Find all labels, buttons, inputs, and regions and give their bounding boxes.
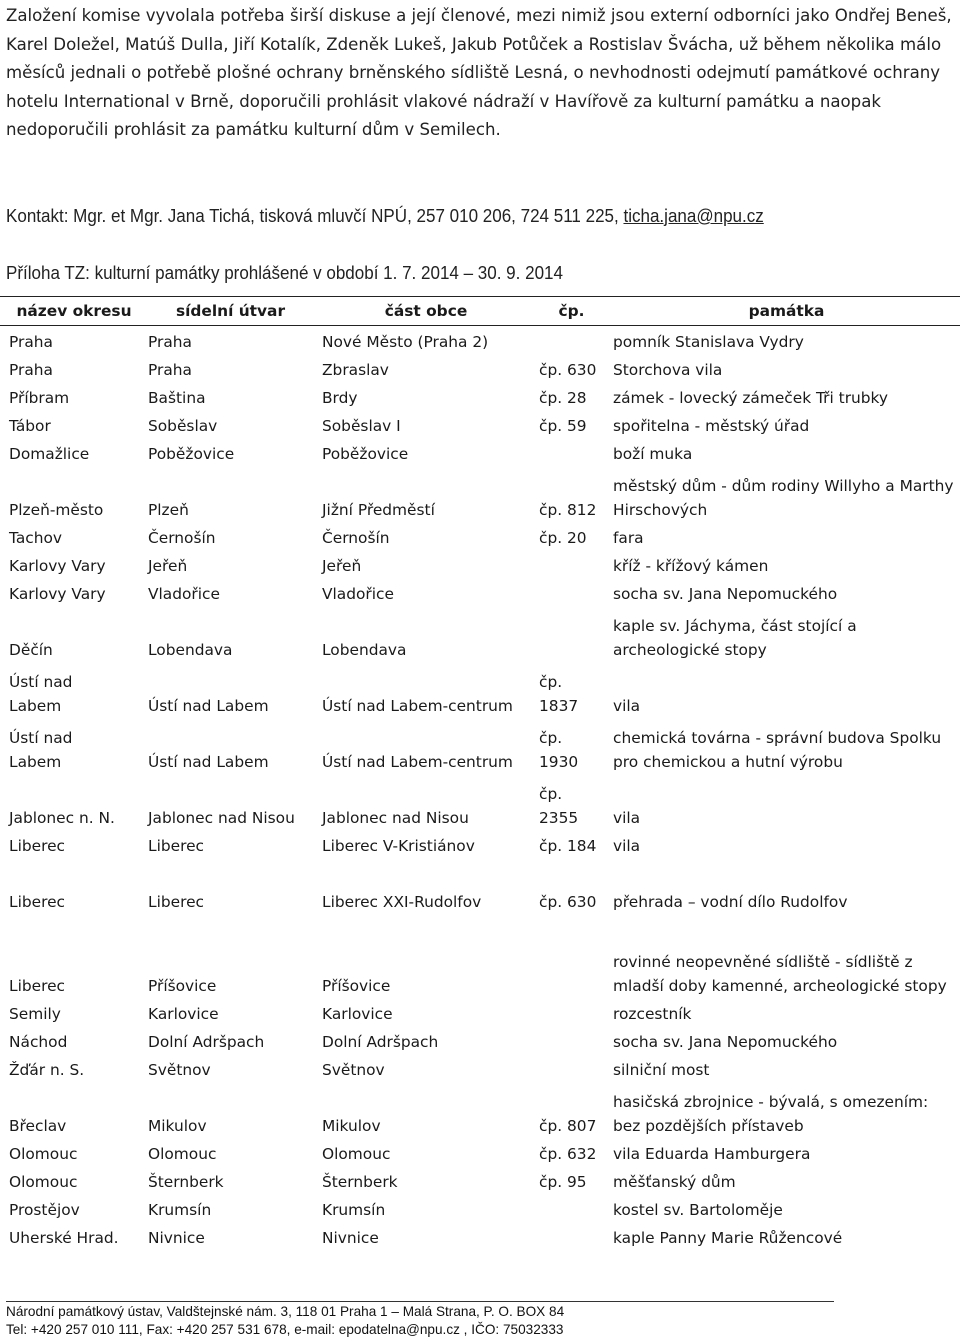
header-cast: část obce bbox=[313, 297, 530, 326]
monuments-table bbox=[0, 296, 960, 1250]
cell-pamatka: fara bbox=[613, 529, 644, 547]
cell-okres: Jablonec n. N. bbox=[9, 809, 115, 827]
cell-okres: Olomouc bbox=[9, 1173, 78, 1191]
cell-utvar: Příšovice bbox=[148, 977, 217, 995]
cell-cp bbox=[530, 1194, 604, 1222]
cell-cast: Jižní Předměstí bbox=[322, 501, 435, 519]
table-row bbox=[0, 1054, 960, 1082]
cell-cast: Krumsín bbox=[322, 1201, 386, 1219]
table-row bbox=[0, 1138, 960, 1166]
table-row bbox=[0, 550, 960, 578]
table-row bbox=[0, 606, 960, 662]
footer-contacts: Tel: +420 257 010 111, Fax: +420 257 531 678, e-mail: epodatelna@npu.cz , IČO: 75032333 bbox=[6, 1322, 564, 1337]
cell-pamatka: boží muka bbox=[613, 445, 693, 463]
footer-divider bbox=[6, 1301, 834, 1302]
table-row bbox=[0, 382, 960, 410]
cell-utvar: Vladořice bbox=[148, 585, 220, 603]
cell-cp: čp. 184 bbox=[539, 837, 597, 855]
cell-okres: Prostějov bbox=[9, 1201, 80, 1219]
cell-cp bbox=[530, 914, 604, 998]
table-row bbox=[0, 578, 960, 606]
cell-cp: čp. 807 bbox=[539, 1117, 597, 1135]
cell-pamatka: Storchova vila bbox=[613, 361, 723, 379]
cell-okres: Ústí nad Labem bbox=[9, 729, 73, 771]
cell-pamatka: kříž - křížový kámen bbox=[613, 557, 769, 575]
cell-okres: Tachov bbox=[9, 529, 63, 547]
cell-utvar: Poběžovice bbox=[148, 445, 235, 463]
cell-okres: Ústí nad Labem bbox=[9, 673, 73, 715]
cell-okres: Příbram bbox=[9, 389, 70, 407]
cell-pamatka: hasičská zbrojnice - bývalá, s omezením: bez pozdějších přístaveb bbox=[613, 1093, 929, 1135]
cell-okres: Domažlice bbox=[9, 445, 90, 463]
table-row bbox=[0, 1082, 960, 1138]
cell-cp: čp. 812 bbox=[539, 501, 597, 519]
cell-cp: čp. 630 bbox=[539, 361, 597, 379]
cell-cast: Jeřeň bbox=[322, 557, 362, 575]
cell-okres: Praha bbox=[9, 333, 53, 351]
cell-utvar: Liberec bbox=[148, 893, 205, 911]
cell-cast: Příšovice bbox=[322, 977, 391, 995]
cell-utvar: Dolní Adršpach bbox=[148, 1033, 265, 1051]
press-contact-email-link[interactable]: ticha.jana@npu.cz bbox=[623, 205, 764, 226]
cell-cp: čp. 2355 bbox=[539, 785, 579, 827]
cell-cp bbox=[530, 998, 604, 1026]
intro-paragraph: Založení komise vyvolala potřeba širší diskuse a její členové, mezi nimiž jsou externí odborníci jako Ondřej Beneš, Karel Doležel, Matúš Dulla, Jiří Kotalík, Zdeněk Lukeš, Jakub Potůček a Rostislav Švácha, už během několika málo měsíců jednali o potřebě plošné ochrany brněnského sídliště Lesná, o nevhodnosti odejmutí památkové ochrany hotelu International v Brně, doporučili prohlásit vlakové nádraží v Havířově za kulturní památku a naopak nedoporučili prohlásit za památku kulturní dům v Semilech. bbox=[6, 6, 952, 139]
cell-cp: čp. 630 bbox=[539, 893, 597, 911]
cell-pamatka: pomník Stanislava Vydry bbox=[613, 333, 804, 351]
cell-pamatka: kostel sv. Bartoloměje bbox=[613, 1201, 783, 1219]
table-row bbox=[0, 1222, 960, 1250]
cell-cp bbox=[530, 326, 604, 355]
cell-okres: Liberec bbox=[9, 837, 66, 855]
cell-pamatka: kaple Panny Marie Růžencové bbox=[613, 1229, 843, 1247]
cell-pamatka: socha sv. Jana Nepomuckého bbox=[613, 1033, 838, 1051]
cell-cast: Jablonec nad Nisou bbox=[322, 809, 469, 827]
cell-utvar: Ústí nad Labem bbox=[148, 753, 269, 771]
cell-utvar: Mikulov bbox=[148, 1117, 207, 1135]
header-utvar: sídelní útvar bbox=[139, 297, 313, 326]
header-pamatka: památka bbox=[604, 297, 960, 326]
table-row bbox=[0, 858, 960, 914]
cell-cp bbox=[530, 438, 604, 466]
cell-cp: čp. 1930 bbox=[539, 729, 579, 771]
cell-pamatka: chemická továrna - správní budova Spolku pro chemickou a hutní výrobu bbox=[613, 729, 942, 771]
cell-okres: Děčín bbox=[9, 641, 53, 659]
table-row bbox=[0, 438, 960, 466]
cell-utvar: Krumsín bbox=[148, 1201, 212, 1219]
cell-pamatka: kaple sv. Jáchyma, část stojící a archeologické stopy bbox=[613, 617, 857, 659]
table-row bbox=[0, 914, 960, 998]
cell-cast: Zbraslav bbox=[322, 361, 389, 379]
cell-pamatka: rozcestník bbox=[613, 1005, 692, 1023]
footer-address: Národní památkový ústav, Valdštejnské nám. 3, 118 01 Praha 1 – Malá Strana, P. O. BOX 84 bbox=[6, 1304, 565, 1319]
cell-okres: Žďár n. S. bbox=[9, 1061, 85, 1079]
cell-cp bbox=[530, 1222, 604, 1250]
cell-cast: Poběžovice bbox=[322, 445, 409, 463]
cell-utvar: Praha bbox=[148, 361, 192, 379]
cell-cast: Lobendava bbox=[322, 641, 407, 659]
table-row bbox=[0, 718, 960, 774]
cell-cp: čp. 95 bbox=[539, 1173, 587, 1191]
cell-utvar: Plzeň bbox=[148, 501, 189, 519]
table-row bbox=[0, 326, 960, 355]
cell-okres: Praha bbox=[9, 361, 53, 379]
cell-utvar: Jablonec nad Nisou bbox=[148, 809, 295, 827]
cell-cast: Mikulov bbox=[322, 1117, 381, 1135]
cell-utvar: Ústí nad Labem bbox=[148, 697, 269, 715]
table-row bbox=[0, 662, 960, 718]
cell-utvar: Nivnice bbox=[148, 1229, 205, 1247]
cell-pamatka: rovinné neopevněné sídliště - sídliště z mladší doby kamenné, archeologické stopy bbox=[613, 953, 947, 995]
table-row bbox=[0, 522, 960, 550]
cell-cp bbox=[530, 550, 604, 578]
cell-utvar: Baština bbox=[148, 389, 206, 407]
appendix-title: Příloha TZ: kulturní památky prohlášené v období 1. 7. 2014 – 30. 9. 2014 bbox=[6, 262, 563, 283]
cell-cp bbox=[530, 1026, 604, 1054]
cell-utvar: Olomouc bbox=[148, 1145, 217, 1163]
table-row bbox=[0, 354, 960, 382]
cell-cast: Karlovice bbox=[322, 1005, 393, 1023]
cell-cp: čp. 28 bbox=[539, 389, 587, 407]
cell-pamatka: socha sv. Jana Nepomuckého bbox=[613, 585, 838, 603]
cell-okres: Plzeň-město bbox=[9, 501, 104, 519]
cell-cast: Světnov bbox=[322, 1061, 385, 1079]
cell-pamatka: spořitelna - městský úřad bbox=[613, 417, 810, 435]
table-row bbox=[0, 1194, 960, 1222]
cell-cp: čp. 1837 bbox=[539, 673, 579, 715]
cell-utvar: Soběslav bbox=[148, 417, 218, 435]
table-row bbox=[0, 410, 960, 438]
table-row bbox=[0, 466, 960, 522]
cell-pamatka: městský dům - dům rodiny Willyho a Marthy Hirschových bbox=[613, 477, 954, 519]
cell-cp bbox=[530, 1054, 604, 1082]
table-row bbox=[0, 998, 960, 1026]
cell-okres: Tábor bbox=[9, 417, 51, 435]
cell-utvar: Karlovice bbox=[148, 1005, 219, 1023]
cell-okres: Karlovy Vary bbox=[9, 557, 106, 575]
cell-okres: Břeclav bbox=[9, 1117, 67, 1135]
cell-cast: Ústí nad Labem-centrum bbox=[322, 697, 513, 715]
cell-cast: Nivnice bbox=[322, 1229, 379, 1247]
header-cp: čp. bbox=[530, 297, 604, 326]
cell-pamatka: silniční most bbox=[613, 1061, 710, 1079]
cell-pamatka: vila bbox=[613, 837, 641, 855]
cell-cast: Ústí nad Labem-centrum bbox=[322, 753, 513, 771]
cell-pamatka: zámek - lovecký zámeček Tři trubky bbox=[613, 389, 889, 407]
press-contact-text: Kontakt: Mgr. et Mgr. Jana Tichá, tisková mluvčí NPÚ, 257 010 206, 724 511 225, bbox=[6, 205, 624, 226]
cell-pamatka: měšťanský dům bbox=[613, 1173, 736, 1191]
cell-cast: Černošín bbox=[322, 529, 390, 547]
header-okres: název okresu bbox=[0, 297, 139, 326]
cell-okres: Olomouc bbox=[9, 1145, 78, 1163]
cell-utvar: Praha bbox=[148, 333, 192, 351]
cell-cp bbox=[530, 606, 604, 662]
cell-utvar: Liberec bbox=[148, 837, 205, 855]
press-contact bbox=[6, 205, 764, 227]
cell-cast: Olomouc bbox=[322, 1145, 391, 1163]
cell-okres: Náchod bbox=[9, 1033, 68, 1051]
footer bbox=[6, 1303, 564, 1339]
cell-utvar: Lobendava bbox=[148, 641, 233, 659]
cell-cast: Liberec V-Kristiánov bbox=[322, 837, 475, 855]
cell-pamatka: vila bbox=[613, 697, 641, 715]
cell-cast: Liberec XXI-Rudolfov bbox=[322, 893, 482, 911]
cell-cp bbox=[530, 578, 604, 606]
cell-okres: Karlovy Vary bbox=[9, 585, 106, 603]
cell-utvar: Šternberk bbox=[148, 1173, 224, 1191]
cell-utvar: Jeřeň bbox=[148, 557, 188, 575]
cell-cast: Brdy bbox=[322, 389, 358, 407]
cell-cp: čp. 632 bbox=[539, 1145, 597, 1163]
cell-okres: Liberec bbox=[9, 893, 66, 911]
table-row bbox=[0, 774, 960, 830]
cell-cast: Nové Město (Praha 2) bbox=[322, 333, 489, 351]
cell-utvar: Světnov bbox=[148, 1061, 211, 1079]
cell-okres: Uherské Hrad. bbox=[9, 1229, 119, 1247]
cell-cp: čp. 20 bbox=[539, 529, 587, 547]
cell-cast: Vladořice bbox=[322, 585, 394, 603]
cell-okres: Semily bbox=[9, 1005, 61, 1023]
cell-cast: Soběslav I bbox=[322, 417, 401, 435]
cell-okres: Liberec bbox=[9, 977, 66, 995]
table-row bbox=[0, 1166, 960, 1194]
cell-utvar: Černošín bbox=[148, 529, 216, 547]
cell-pamatka: vila bbox=[613, 809, 641, 827]
cell-pamatka: přehrada – vodní dílo Rudolfov bbox=[613, 893, 848, 911]
table-row bbox=[0, 1026, 960, 1054]
table-row bbox=[0, 830, 960, 858]
cell-cast: Dolní Adršpach bbox=[322, 1033, 439, 1051]
cell-cast: Šternberk bbox=[322, 1173, 398, 1191]
cell-cp: čp. 59 bbox=[539, 417, 587, 435]
table-body bbox=[0, 326, 960, 1251]
table-header-row bbox=[0, 297, 960, 326]
cell-pamatka: vila Eduarda Hamburgera bbox=[613, 1145, 811, 1163]
